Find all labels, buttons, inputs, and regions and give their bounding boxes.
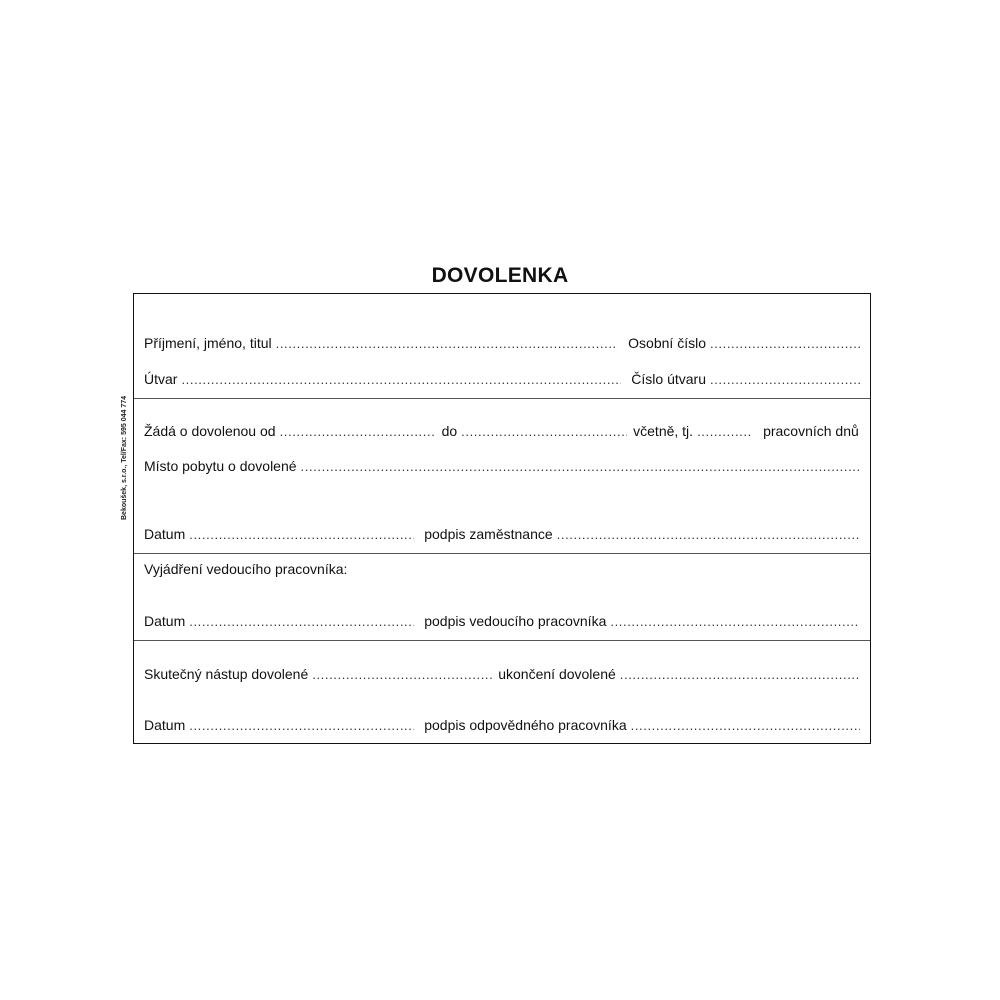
date-label: Datum [144, 526, 186, 542]
manager-statement-label: Vyjádření vedoucího pracovníka: [144, 561, 348, 577]
manager-signature-row [144, 613, 860, 630]
publisher-imprint: Bekoušek, s.r.o., Tel/Fax: 595 044 774 [121, 396, 128, 520]
unit-field[interactable] [181, 372, 621, 388]
unit-label: Útvar [144, 371, 178, 387]
form-title: DOVOLENKA [431, 264, 569, 287]
employee-signature-row [144, 526, 860, 543]
unit-number-field[interactable] [710, 372, 860, 388]
personal-number-label: Osobní číslo [628, 335, 706, 351]
actual-leave-row [144, 666, 860, 683]
leave-end-field[interactable] [620, 667, 860, 683]
leave-request-form [133, 293, 871, 744]
place-row [144, 458, 860, 475]
leave-from-field[interactable] [280, 424, 436, 440]
employee-signature-label: podpis zaměstnance [424, 526, 553, 542]
section-divider [134, 640, 870, 641]
responsible-signature-label: podpis odpovědného pracovníka [424, 717, 627, 733]
actual-start-label: Skutečný nástup dovolené [144, 666, 309, 682]
manager-signature-field[interactable] [610, 614, 860, 630]
work-days-count-field[interactable] [697, 424, 753, 440]
responsible-signature-field[interactable] [631, 718, 860, 734]
responsible-date-field[interactable] [189, 718, 414, 734]
inclusive-label: včetně, tj. [633, 423, 694, 439]
date-label: Datum [144, 613, 186, 629]
manager-signature-label: podpis vedoucího pracovníka [424, 613, 607, 629]
unit-number-label: Číslo útvaru [631, 371, 706, 387]
personal-number-field[interactable] [710, 336, 860, 352]
employee-date-field[interactable] [189, 527, 414, 543]
date-label: Datum [144, 717, 186, 733]
name-label: Příjmení, jméno, titul [144, 335, 272, 351]
request-from-label: Žádá o dovolenou od [144, 423, 276, 439]
place-field[interactable] [301, 459, 860, 475]
name-row [144, 335, 860, 352]
manager-date-field[interactable] [189, 614, 414, 630]
section-divider [134, 553, 870, 554]
place-label: Místo pobytu o dovolené [144, 458, 297, 474]
name-field[interactable] [276, 336, 619, 352]
leave-period-row [144, 423, 860, 440]
leave-end-label: ukončení dovolené [498, 666, 616, 682]
leave-to-field[interactable] [461, 424, 627, 440]
leave-to-label: do [441, 423, 458, 439]
section-divider [134, 398, 870, 399]
work-days-label: pracovních dnů [763, 423, 859, 439]
manager-statement-row [144, 561, 860, 577]
actual-start-field[interactable] [312, 667, 492, 683]
employee-signature-field[interactable] [557, 527, 860, 543]
unit-row [144, 371, 860, 388]
responsible-signature-row [144, 717, 860, 734]
